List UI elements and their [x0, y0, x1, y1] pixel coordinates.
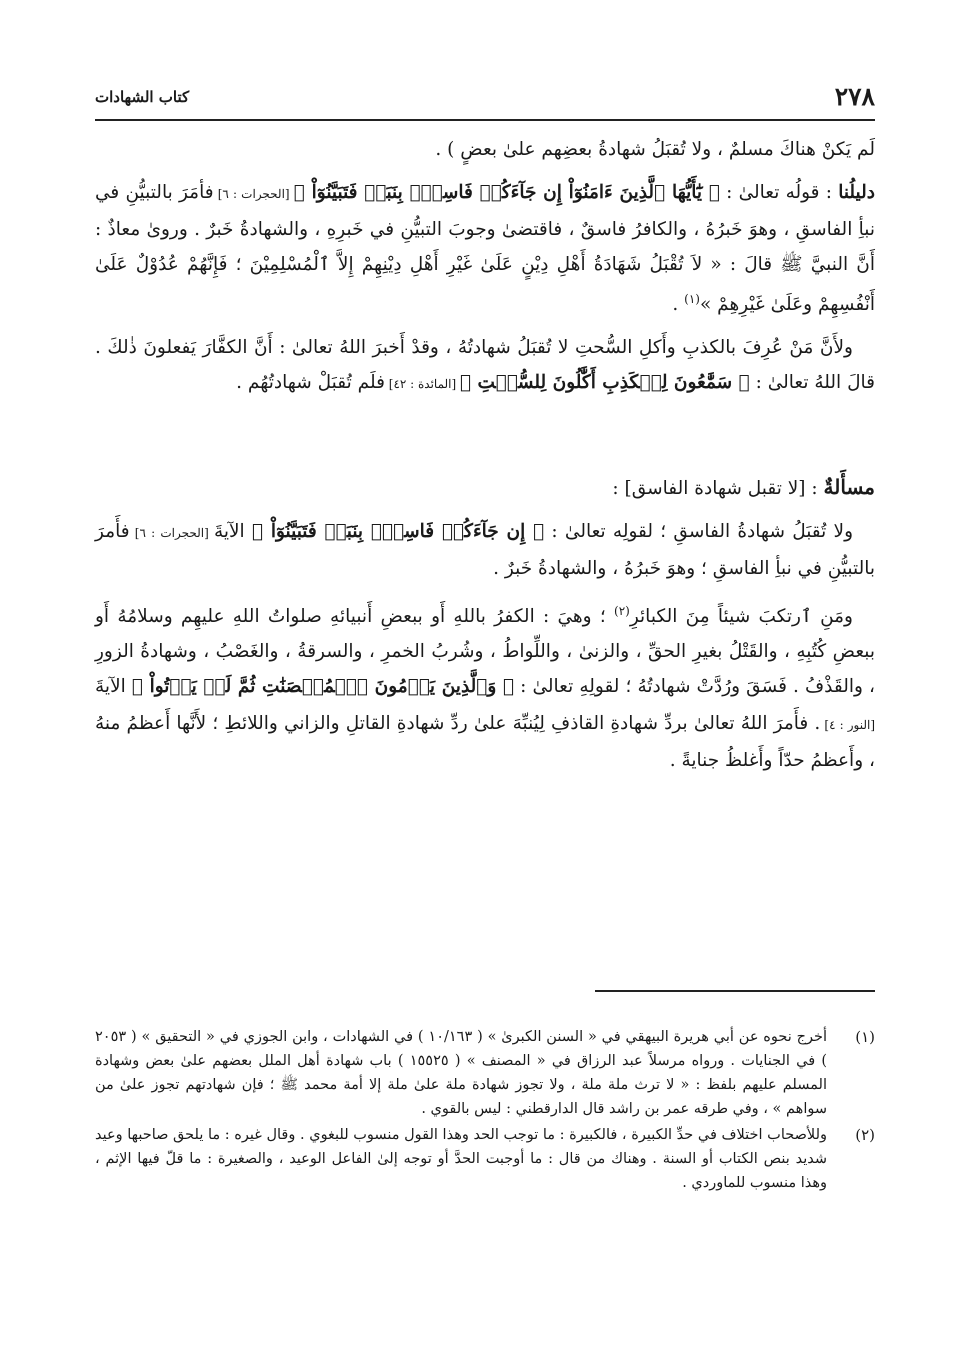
footnote-marker-1: (١): [684, 292, 700, 306]
paragraph-1: لَم يَكنْ هناكَ مسلمٌ ، ولا تُقبَلُ شهادةُ بعضِهم علىٰ بعضٍ ) .: [435, 139, 875, 160]
running-title: كتاب الشهادات: [95, 88, 190, 106]
footnote-separator: [595, 990, 875, 992]
header-rule: [95, 119, 875, 121]
issue-subtitle: : [لا تقبل شهادة الفاسق] :: [612, 478, 824, 500]
quran-verse-maidah: ﴿ سَمَّٰعُونَ لِلۡكَذِبِ أَكَّٰلُونَ لِلسُّحۡتِ ﴾: [460, 372, 750, 394]
verse-reference: [النور : ٤]: [820, 718, 876, 733]
quran-verse-hujurat-2: ﴿ إِن جَآءَكُمۡ فَاسِقُۢ بِنَبَإٖ فَتَبَيَّنُوٓاْ ﴾: [251, 521, 545, 543]
paragraph-evidence: دليلُنا : قولُه تعالىٰ : ﴿ يَٰٓأَيُّهَا ٱلَّذِينَ ءَامَنُوٓاْ إِن جَآءَكُمۡ فَاسِقُۢ بِنَبَإٖ فَتَبَيَّنُوٓاْ ﴾ [الحجرات : ٦] فأمَرَ بالتبيُّنِ في نبأِ الفاسقِ ، وهوَ خَبرُهُ ، والكافرُ فاسقٌ ، فاقتضىٰ وجوبَ التبيُّنِ في خَبرِهِ ، والشهادةُ خَبرٌ . وروىٰ معاذٌ : أَنَّ النبيَّ ﷺ قالَ : « لاَ تُقْبَلُ شَهَادَةُ أَهْلِ دِيْنٍ عَلَىٰ غَيْرِ أَهْلِ دِيْنِهِمْ إِلاَّ ٱلْمُسْلِمِيْنَ ؛ فَإِنَّهُمْ عُدُوْلٌ عَلَىٰ أَنْفُسِهِمْ وعَلَىٰ غَيْرِهِمْ »$^{(١)}$ .: [95, 182, 875, 316]
evidence-heading: دليلُنا: [838, 182, 875, 203]
verse-reference: [المائدة : ٤٢]: [384, 377, 461, 392]
page-number: ٢٧٨: [834, 82, 875, 111]
footnotes: [95, 1025, 875, 1197]
paragraph-fasiq: ولا تُقبَلُ شهادةُ الفاسقِ ؛ لقولِه تعالىٰ : ﴿ إِن جَآءَكُمۡ فَاسِقُۢ بِنَبَإٖ فَتَبَيَّنُوٓاْ ﴾ الآيةَ [الحجرات : ٦] فأَمرَ بالتبيُّنِ في نبأِ الفاسقِ ؛ وهوَ خَبرُهُ ، والشهادةُ خَبرٌ .: [95, 521, 875, 580]
footnote-1: [95, 1025, 875, 1121]
main-text: [95, 132, 875, 778]
footnote-number: (٢): [855, 1126, 875, 1144]
footnote-text: أخرج نحوه عن أبي هريرة البيهقي في « السنن الكبرىٰ » ( ١٠/١٦٣ ) في الشهادات ، وابن الجوزي في « التحقيق » ( ٢٠٥٣ ) في الجنايات . ورواه مرسلاً عبد الرزاق في « المصنف » ( ١٥٥٢٥ ) باب شهادة أهل الملل بعضهم علىٰ بعض وشهادة المسلم عليهم بلفظ : « لا ترث ملة ملة ، ولا تجوز شهادة ملة علىٰ ملة إلا أمة محمد ﷺ ؛ فإن شهادتهم تجوز علىٰ من سواهم » ، وفي طرقه عمر بن راشد قال الدارقطني : ليس بالقوي .: [95, 1029, 827, 1117]
paragraph-major-sins: ومَنِ ٱرتكبَ شيئاً مِنَ الكبائرِ$^{(٢)}$ ؛ وهيَ : الكفرُ باللهِ أَو ببعضِ أَنبيائهِ صلواتُ اللهِ عليهِم وسلامُهُ أَو ببعضِ كُتُبِهِ ، والقَتْلُ بغيرِ الحقِّ ، والزنىٰ ، واللِّواطُ ، وشُربُ الخمرِ ، والسرقةُ ، والغَصْبُ ، وشهادةُ الزورِ ، والقَذْفُ . فَسَقَ ورُدَّتْ شهادتُهُ ؛ لقولِهِ تعالىٰ : ﴿ وَٱلَّذِينَ يَرۡمُونَ ٱلۡمُحۡصَنَٰتِ ثُمَّ لَمۡ يَأۡتُواْ ﴾ الآيةَ [النور : ٤] . فأَمرَ اللهُ تعالىٰ بردِّ شهادةِ القاذفِ لِيُنبِّهَ علىٰ ردِّ شهادةِ القاتلِ والزاني واللائطِ ؛ لأَنَّها أَعظمُ منهُ ، وأَعظمُ حدّاً وأَغلظُ جنايةً .: [95, 604, 876, 772]
quran-verse-nur: ﴿ وَٱلَّذِينَ يَرۡمُونَ ٱلۡمُحۡصَنَٰتِ ثُمَّ لَمۡ يَأۡتُواْ ﴾: [131, 676, 515, 698]
verse-reference: [الحجرات : ٦]: [129, 526, 214, 541]
verse-reference: [الحجرات : ٦]: [213, 187, 294, 201]
footnote-2: [95, 1123, 875, 1195]
footnote-marker-2: (٢): [614, 604, 630, 619]
quran-verse-hujurat: ﴿ يَٰٓأَيُّهَا ٱلَّذِينَ ءَامَنُوٓاْ إِن جَآءَكُمۡ فَاسِقُۢ بِنَبَإٖ فَتَبَيَّنُوٓاْ ﴾: [293, 182, 720, 203]
footnote-number: (١): [855, 1028, 875, 1046]
issue-heading: [95, 470, 875, 506]
issue-title: مسأَلةٌ: [823, 475, 875, 500]
paragraph-liars: ولأَنَّ مَنْ عُرِفَ بالكذبِ وأَكلِ السُّحتِ لا تُقبَلُ شهادتُهُ ، وقدْ أَخبرَ اللهُ تعالىٰ : أَنَّ الكفَّارَ يَفعلونَ ذٰلكَ . قالَ اللهُ تعالىٰ : ﴿ سَمَّٰعُونَ لِلۡكَذِبِ أَكَّٰلُونَ لِلسُّحۡتِ ﴾ [المائدة : ٤٢] فلَم تُقبَلْ شهادتُهُم .: [95, 337, 875, 394]
footnote-text: وللأصحاب اختلاف في حدِّ الكبيرة ، فالكبيرة : ما توجب الحد وهذا القول منسوب للبغوي . وقال غيره : ما يلحق صاحبها وعيد شديد بنص الكتاب أو السنة . وهناك من قال : ما أوجبت الحدَّ أو توجه إلىٰ الفاعل الوعيد ، والصغيرة : ما قلّ فيها الإثم ، وهذا منسوب للماوردي .: [95, 1127, 827, 1191]
page-header: [95, 82, 875, 116]
